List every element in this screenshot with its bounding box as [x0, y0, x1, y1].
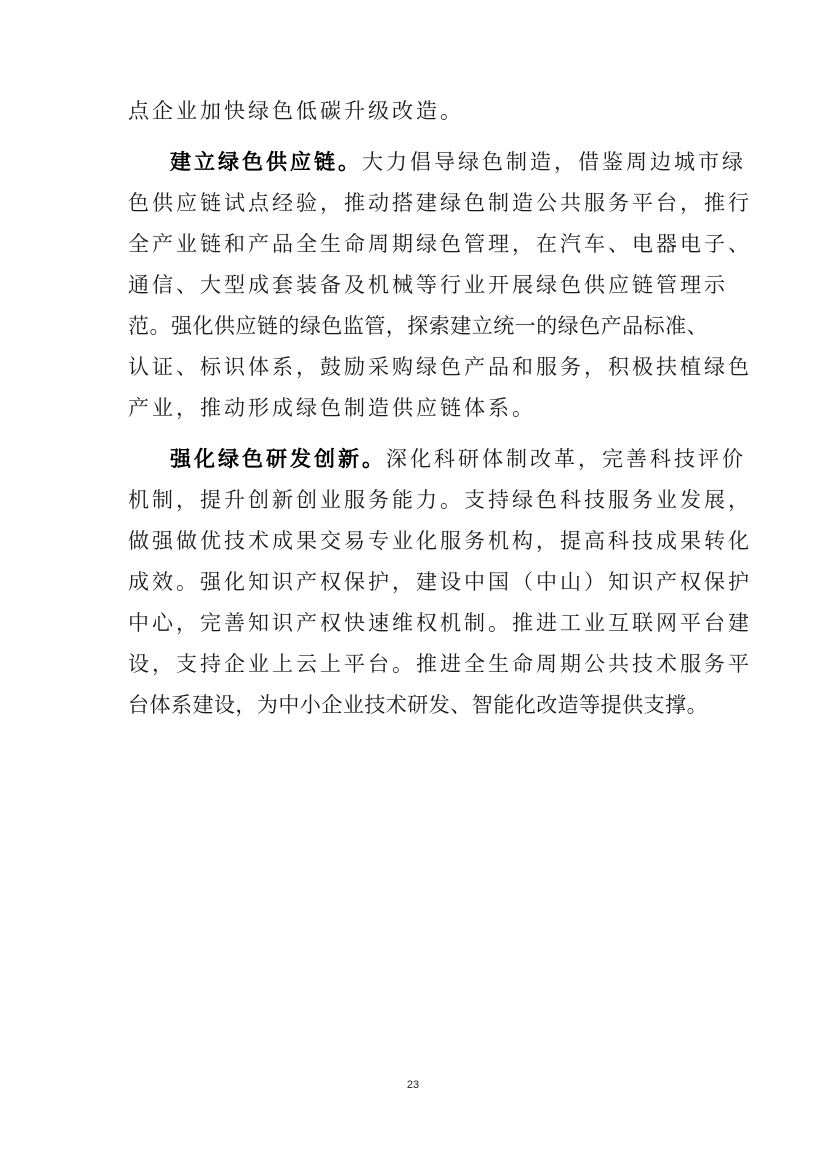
text-line-1: 点企业加快绿色低碳升级改造。: [128, 99, 464, 123]
text-line-11: 做强做优技术成果交易专业化服务机构，提高科技成果转化: [128, 529, 752, 553]
text-line-12: 成效。强化知识产权保护，建设中国（中山）知识产权保护: [128, 570, 752, 594]
text-line-4: 全产业链和产品全生命周期绿色管理，在汽车、电器电子、: [128, 232, 752, 256]
section-heading-green-rnd: 强化绿色研发创新。: [170, 447, 386, 471]
page-number: 23: [406, 1079, 420, 1091]
text-line-13: 中心，完善知识产权快速维权机制。推进工业互联网平台建: [128, 611, 752, 635]
text-line-7: 认证、标识体系，鼓励采购绿色产品和服务，积极扶植绿色: [128, 355, 752, 379]
text-line-8: 产业，推动形成绿色制造供应链体系。: [128, 396, 536, 420]
text-line-5: 通信、大型成套装备及机械等行业开展绿色供应链管理示: [128, 273, 728, 297]
text-line-10: 机制，提升创新创业服务能力。支持绿色科技服务业发展，: [128, 488, 752, 512]
text-line-6: 范。强化供应链的绿色监管，探索建立统一的绿色产品标准、: [128, 314, 708, 338]
section-green-supply-chain-line-1: 建立绿色供应链。大力倡导绿色制造，借鉴周边城市绿: [170, 150, 746, 174]
text-line-15: 台体系建设，为中小企业技术研发、智能化改造等提供支撑。: [128, 693, 708, 717]
section-heading-green-supply-chain: 建立绿色供应链。: [170, 150, 362, 174]
section-green-rnd-line-1: 强化绿色研发创新。深化科研体制改革，完善科技评价: [170, 447, 746, 471]
text-line-3: 色供应链试点经验，推动搭建绿色制造公共服务平台，推行: [128, 191, 752, 215]
text-line-14: 设，支持企业上云上平台。推进全生命周期公共技术服务平: [128, 652, 752, 676]
